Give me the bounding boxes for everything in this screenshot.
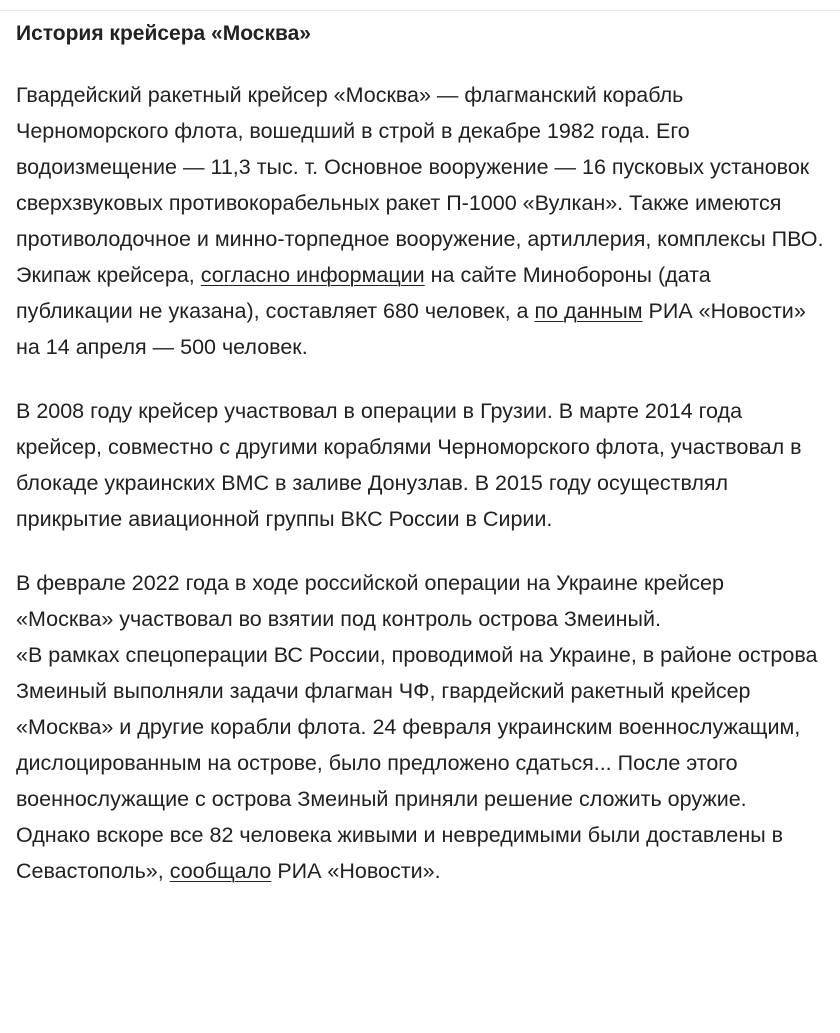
paragraph-2022: В феврале 2022 года в ходе российской операции на Украине крейсер «Москва» участвовал во взятии под контроль острова Змеиный. (16, 571, 724, 631)
paragraph-text: РИА «Новости». (271, 859, 441, 883)
paragraph-history: В 2008 году крейсер участвовал в операции в Грузии. В марте 2014 года крейсер, совместно с другими кораблями Черноморского флота, участвовал в блокаде украинских ВМС в заливе Донузлав. В 2015 году осуществлял прикрытие авиационной группы ВКС России в Сирии. (16, 399, 802, 531)
ria-data-link[interactable]: по данным (534, 299, 643, 323)
quote-paragraph (16, 637, 824, 889)
top-divider (0, 10, 840, 11)
paragraph-text: РИА «Новости» на 14 апреля — 500 человек. (16, 299, 806, 359)
quote-text: «В рамках спецоперации ВС России, проводимой на Украине, в районе острова Змеиный выполняли задачи флагман ЧФ, гвардейский ракетный крейсер «Москва» и другие корабли флота. 24 февраля украинским военнослужащим, дислоцированным на острове, было предложено сдаться... После этого военнослужащие с острова Змеиный приняли решение сложить оружие. Однако вскоре все 82 человека живыми и невредимыми были доставлены в Севастополь», (16, 643, 818, 883)
paragraph-cruiser-description (16, 77, 824, 365)
ria-report-link[interactable]: сообщало (169, 859, 272, 883)
article-body (16, 14, 824, 889)
mod-information-link[interactable]: согласно информации (200, 263, 425, 287)
article-heading: История крейсера «Москва» (16, 22, 311, 45)
paragraph-text: на сайте Минобороны (дата публикации не указана), составляет 680 человек, а (16, 263, 711, 323)
paragraph-text: Гвардейский ракетный крейсер «Москва» — флагманский корабль Черноморского флота, вошедший в строй в декабре 1982 года. Его водоизмещение — 11,3 тыс. т. Основное вооружение — 16 пусковых установок сверхзвуковых противокорабельных ракет П-1000 «Вулкан». Также имеются противолодочное и минно-торпедное вооружение, артиллерия, комплексы ПВО. Экипаж крейсера, (16, 83, 824, 287)
